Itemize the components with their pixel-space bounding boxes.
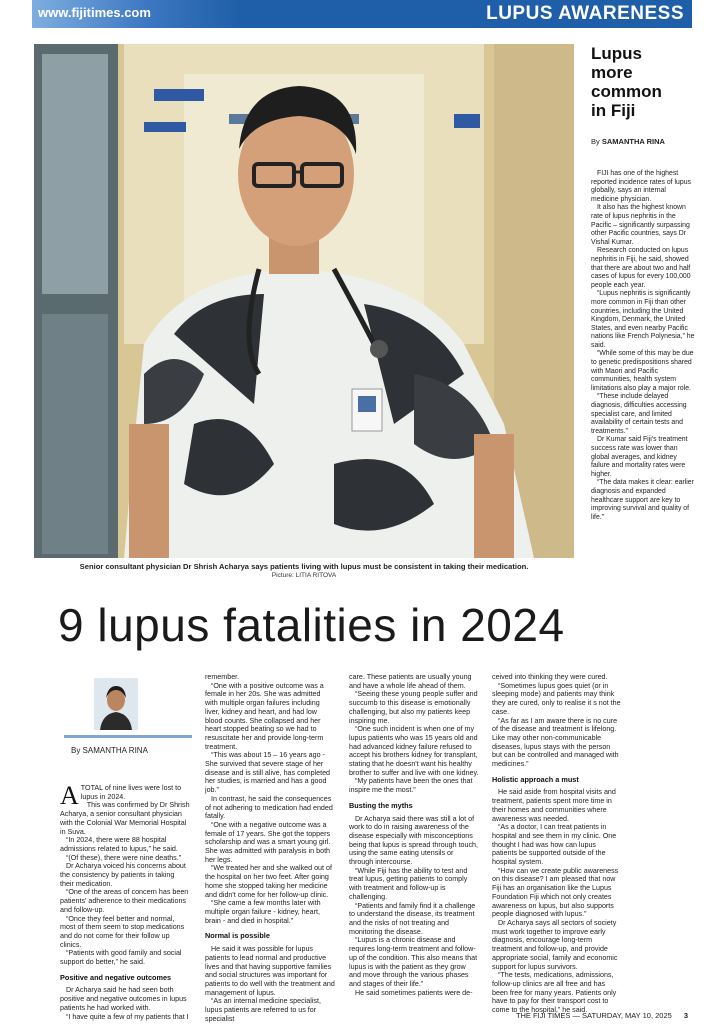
subheading: Positive and negative outcomes — [60, 972, 172, 982]
paragraph: remember. — [205, 673, 240, 681]
article-column-2 — [205, 673, 335, 1023]
section-banner — [32, 0, 692, 28]
side-paragraph: “The data makes it clear: earlier diagnosis and expanded healthcare support are key to improving survival and quality of life.” — [591, 479, 694, 521]
paragraph: In contrast, he said the consequences of not adhering to medication had ended fatally. — [205, 794, 333, 821]
paragraph-text: TOTAL of nine lives were lost to lupus in 2024. — [80, 784, 182, 801]
paragraph: “One such incident is when one of my lupus patients who was 15 years old and had advanced kidney failure refused to accept his brothers kidney for transplant, stating that he doesn't want his healthy brother to suffer and live with one kidney. — [349, 725, 479, 777]
paragraph: “My patients have been the ones that inspire me the most.” — [349, 777, 473, 795]
side-story-byline — [591, 137, 665, 146]
paragraph: “The tests, medications, admissions, follow-up clinics are all free and has been free for many years. Patients only have to pay for their transport cost to come to the hospital,” he said. — [492, 971, 617, 1015]
subheading: Holistic approach a must — [492, 774, 579, 784]
paragraph: This was confirmed by Dr Shrish Acharya, a senior consultant physician with the Colonial War Memorial Hospital in Suva. — [60, 801, 190, 836]
paragraph: “One with a negative outcome was a female of 17 years. She got the toppers scholarship and was a smart young girl. She was admitted with paralysis in both her legs. — [205, 820, 331, 864]
paragraph: Dr Acharya said there was still a lot of work to do in raising awareness of the disease especially with misconceptions being that lupus is spread through touch, using the same eating utensils or through intercourse. — [349, 814, 479, 867]
paragraph: “Seeing these young people suffer and succumb to this disease is emotionally challenging, but also my patients keep inspiring me. — [349, 690, 478, 725]
paragraph: care. These patients are usually young and have a whole life ahead of them. — [349, 673, 472, 690]
doctor-photo — [34, 44, 574, 558]
subheading: Busting the myths — [349, 800, 413, 810]
paragraph: “She came a few months later with multiple organ failure - kidney, heart, brain - and died in hospital.” — [205, 899, 321, 925]
paragraph: “As far as I am aware there is no cure of the disease and treatment is lifelong. Like may other non-communicable diseases, lupus stays with the person but can be controlled and managed with medicines.” — [492, 716, 619, 769]
article-column-1 — [60, 781, 190, 1021]
article-byline: By SAMANTHA RINA — [71, 746, 148, 755]
side-headline-line: Lupus — [591, 44, 642, 63]
paragraph: “One with a positive outcome was a female in her 20s. She was admitted with multiple organ failures including liver, kidney and heart, and had low blood counts. She collapsed and her heart stopped beating so we had to resuscitate her and provide long-term treatment. — [205, 681, 324, 751]
paragraph: “While Fiji has the ability to test and treat lupus, getting patients to comply with treatment and follow-up is challenging. — [349, 866, 468, 901]
paragraph: “As an internal medicine specialist, lupus patients are referred to us for specialist — [205, 997, 321, 1023]
paragraph: “Patients and family find it a challenge to understand the disease, its treatment and the risks of not treating and monitoring the disease. — [349, 901, 476, 936]
author-rule — [64, 735, 192, 738]
author-photo — [94, 678, 138, 730]
side-paragraph: Research conducted on lupus nephritis in Fiji, he said, showed that there are about two and half cases of lupus for every 100,000 people each year. — [591, 247, 691, 289]
paragraph: “Lupus is a chronic disease and requires long-term treatment and follow-up of the condition. This also means that lupus is with the patient as they grow and move through the various phases and stages of their life.” — [349, 936, 478, 988]
paragraph: Dr Acharya voiced his concerns about the consistency by patients in taking their medication. — [60, 862, 186, 888]
byline-prefix: By — [591, 137, 600, 146]
side-paragraph: Dr Kumar said Fiji's treatment success rate was lower than global averages, and kidney failure and mortality rates were higher. — [591, 436, 688, 478]
article-column-4 — [492, 673, 622, 1015]
paragraph: “As a doctor, I can treat patients in hospital and see them in my clinic. One thought I had was how can lupus patients be supported outside of the hospital system. — [492, 823, 617, 867]
paragraph: “One of the areas of concern has been patients' adherence to their medications and follow-up. — [60, 888, 189, 914]
paragraph: “How can we create public awareness on this disease? I am pleased that now Fiji has an organisation like the Lupus Foundation Fiji which not only creates awareness on lupus, but also supports people diagnosed with lupus.” — [492, 866, 619, 919]
site-url[interactable]: www.fijitimes.com — [38, 5, 151, 20]
paragraph: ceived into thinking they were cured. — [492, 673, 608, 681]
paragraph: Dr Acharya says all sectors of society must work together to improve early diagnosis, encourage long-term treatment and follow-up, and provide appropriate social, family and economic support for lupus survivors. — [492, 918, 618, 971]
side-paragraph: “Lupus nephritis is significantly more common in Fiji than other countries, including the United Kingdom, Denmark, the United States, and even nearby Pacific nations like French Polynesia,” he said. — [591, 290, 695, 349]
paragraph: He said aside from hospital visits and treatment, patients spent more time in their homes and communities where awareness was needed. — [492, 788, 616, 823]
article-column-3 — [349, 673, 479, 997]
side-headline-line: in Fiji — [591, 101, 636, 120]
drop-cap: A — [60, 781, 79, 810]
footer-paper: THE FIJI TIMES — SATURDAY, MAY 10, 2025 — [515, 1011, 672, 1020]
paragraph: “Patients with good family and social support do better,” he said. — [60, 949, 182, 967]
side-paragraph: “These include delayed diagnosis, difficulties accessing specialist care, and limited availability of certain tests and treatments.” — [591, 393, 687, 435]
photo-caption: Senior consultant physician Dr Shrish Acharya says patients living with lupus must be consistent in taking their medication. — [79, 562, 529, 571]
paragraph: “(Of these), there were nine deaths.” — [66, 853, 182, 862]
side-story-body — [591, 170, 695, 522]
paragraph: He said sometimes patients were de- — [355, 988, 473, 997]
side-paragraph: “While some of this may be due to genetic predispositions shared with Maori and Pacific communities, health system limitations also play a major role. — [591, 350, 694, 392]
main-headline: 9 lupus fatalities in 2024 — [58, 599, 565, 651]
paragraph: He said it was possible for lupus patients to lead normal and productive lives and that having supportive families and social structures was important for patients to do well with the treatment and management of lupus. — [205, 945, 335, 997]
paragraph: “I have quite a few of my patients that I — [66, 1012, 189, 1021]
paragraph: Dr Acharya said he had seen both positive and negative outcomes in lupus patients he had worked with. — [60, 986, 187, 1012]
paragraph — [60, 781, 190, 810]
byline-author: SAMANTHA RINA — [601, 137, 665, 146]
paragraph: “We treated her and she walked out of the hospital on her two feet. After going home she stopped taking her medicine and didn't come for her follow-up clinic. — [205, 864, 332, 899]
page-number: 3 — [683, 1011, 688, 1020]
side-paragraph: FIJI has one of the highest reported incidence rates of lupus globally, says an internal medicine physician. — [591, 170, 691, 203]
side-headline-line: common — [591, 82, 662, 101]
paragraph: “This was about 15 – 16 years ago - She survived that severe stage of her disease and is still alive, has completed her studies, is married and has a good job.” — [205, 751, 331, 795]
paragraph: “Sometimes lupus goes quiet (or in sleeping mode) and patients may think they are cured, only to realise it s not the case. — [492, 681, 621, 716]
subheading: Normal is possible — [205, 931, 270, 941]
photo-credit: Picture: LITIA RITOVA — [271, 572, 337, 579]
side-paragraph: It also has the highest known rate of lupus nephritis in the Pacific – significantly surpassing other Pacific countries, says Dr Vishal Kumar. — [591, 204, 690, 246]
paragraph: “Once they feel better and normal, most of them seem to stop medications and do not come for their follow up clinics. — [60, 914, 185, 949]
paragraph: “In 2024, there were 88 hospital admissions related to lupus,” he said. — [60, 836, 178, 853]
page-footer — [516, 1011, 688, 1020]
side-headline-line: more — [591, 63, 633, 82]
side-story-headline — [591, 44, 695, 120]
section-title: LUPUS AWARENESS — [486, 3, 684, 24]
